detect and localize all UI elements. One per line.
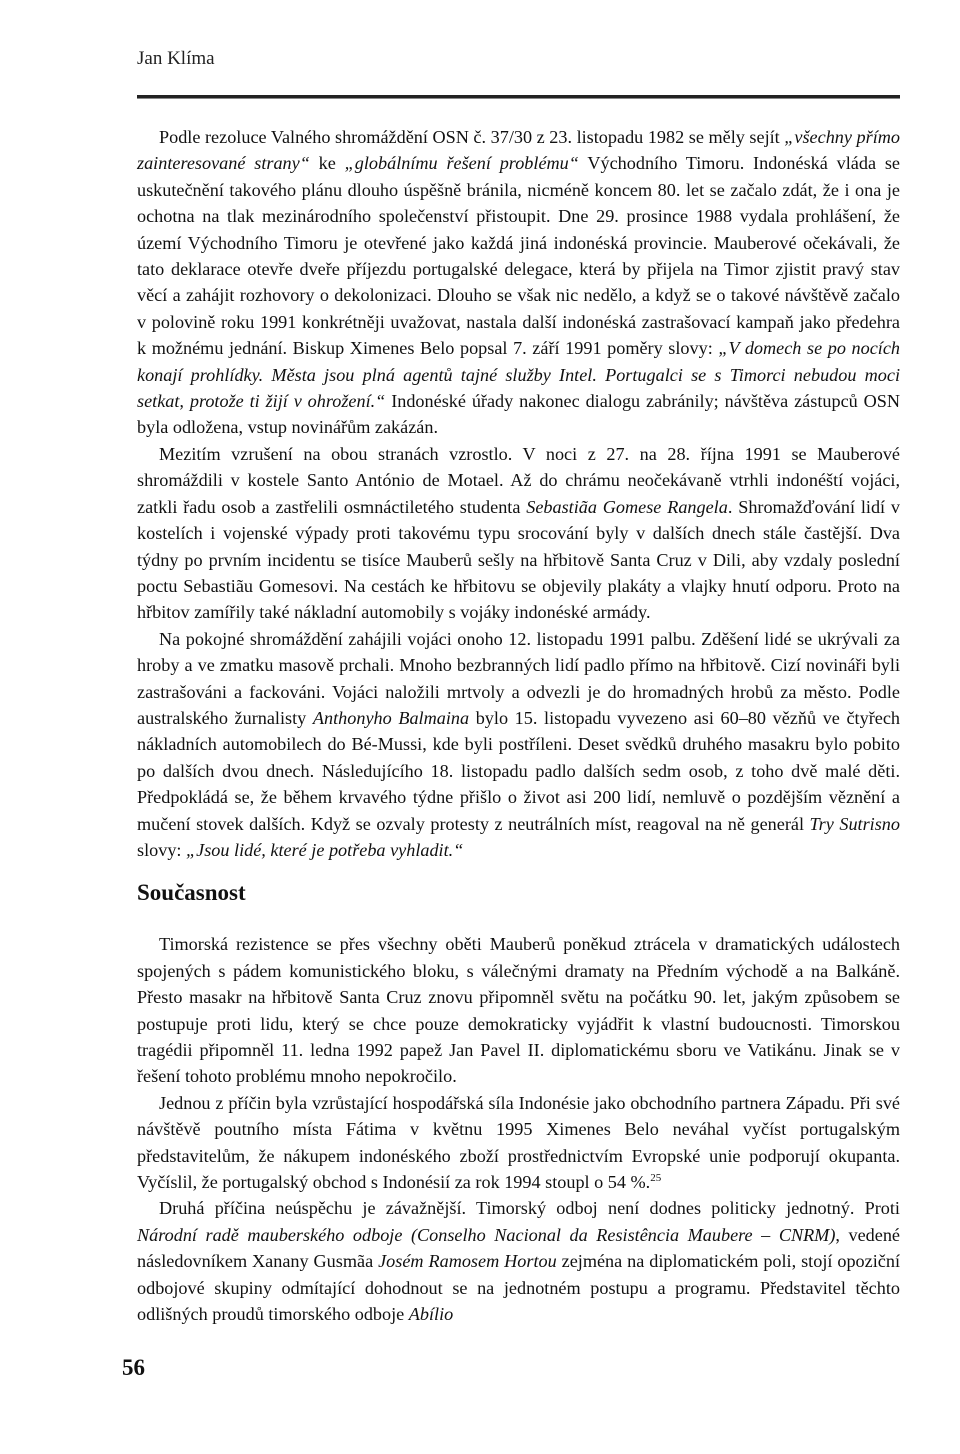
text-span: Indonéské úřady nakonec dialogu zabránily; návštěva zástupců OSN byla odložena, vstup novinářům zakázán.	[137, 391, 900, 438]
page-number: 56	[122, 1355, 145, 1380]
text-block-history	[137, 124, 900, 863]
paragraph	[137, 1195, 900, 1327]
running-head-author: Jan Klíma	[137, 48, 215, 69]
text-span: Timorská rezistence se přes všechny oběti Mauberů poněkud ztrácela v dramatických událostech spojených s pádem komunistického bloku, s válečnými dramaty na Předním východě a na Balkáně. Přesto masakr na hřbitově Santa Cruz znovu připomněl světu na počátku 90. let, jakým způsobem se postupuje proti lidu, který se chce pouze demokraticky vyjádřit k vlastní budoucnosti. Timorskou tragédii připomněl 11. ledna 1992 papež Jan Pavel II. diplomatickému sboru ve Vatikánu. Jinak se v řešení tohoto problému mnoho nepokročilo.	[137, 934, 900, 1087]
italic-span: Anthonyho Balmaina	[312, 707, 470, 728]
italic-span: „globálnímu řešení problému“	[344, 153, 579, 174]
text-span: slovy:	[137, 839, 187, 860]
italic-span: Josém Ramosem Hortou	[378, 1251, 557, 1272]
text-span: Východního Timoru. Indonéská vláda se uskutečnění takového plánu dlouho úspěšně bránila, nicméně koncem 80. let se začalo zdát, že i ona je ochotna na tlak mezinárodního společenství přistoupit. Dne 29. prosince 1988 vydala prohlášení, že území Východního Timoru je otevřené jako každá jiná indonéská provincie. Mauberové očekávali, že tato deklarace otevře dveře příjezdu portugalské delegace, která by přijela na Timor zjistit pravý stav věcí a zahájit rozhovory o dekolonizaci. Dlouho se však nic nedělo, a když se o takové návštěvě začalo v polovině roku 1991 konkrétněji uvažovat, nastala další indonéská zastrašovací kampaň jako předehra k možnému jednání. Biskup Ximenes Belo popsal 7. září 1991 poměry slovy:	[137, 153, 900, 359]
text-span: Podle rezoluce Valného shromáždění OSN č. 37/30 z 23. listopadu 1982 se měly sejít	[159, 127, 785, 147]
text-span: . Shromažďování lidí v kostelích i vojenské výpady proti takovému typu srocování byly v dalších dnech stále častější. Dva týdny po prvním incidentu se tisíce Mauberů sešly na hřbitově Santa Cruz v Dili, aby vzdaly poslední poctu Sebastiãu Gomesovi. Na cestách ke hřbitovu se objevily plakáty a vlajky hnutí odporu. Proto na hřbitov zamířily také nákladní automobily s vojáky indonéské armády.	[137, 496, 901, 623]
paragraph	[137, 124, 900, 441]
text-span: zejména na diplomatickém poli, stojí opoziční odbojové skupiny odmítající dohodnout se na jednotném postupu a programu. Představitel těchto odlišných proudů timorského odboje	[137, 1251, 900, 1325]
paragraph	[137, 931, 900, 1089]
italic-span: Národní radě mauberského odboje (Conselho Nacional da Resistência Maubere – CNRM)	[137, 1224, 836, 1245]
paragraph	[137, 1090, 900, 1196]
italic-span: Abílio	[408, 1304, 454, 1325]
italic-span: Try Sutrisno	[809, 813, 900, 834]
body-text	[137, 124, 900, 1327]
text-span: ke	[309, 153, 345, 174]
text-span: Druhá příčina neúspěchu je závažnější. Timorský odboj není dodnes politicky jednotný. Proti	[159, 1198, 900, 1219]
paragraph	[137, 626, 900, 864]
italic-span: Sebastiãa Gomese Rangela	[526, 496, 728, 517]
text-span: Na pokojné shromáždění zahájili vojáci onoho 12. listopadu 1991 palbu. Zděšení lidé se ukrývali za hroby a ve zmatku masově prchali. Mnoho bezbranných lidí padlo přímo na hřbitově. Cizí novináři byli zastrašováni a fackováni. Vojáci naložili mrtvoly a odvezli je do hromadných hrobů za město. Podle australského žurnalisty	[137, 628, 900, 728]
italic-span: „V domech se po nocích konají prohlídky. Města jsou plná agentů tajné služby Intel. Portugalci se s Timorci nebudou moci setkat, protože ti žijí v ohrožení.“	[137, 338, 900, 412]
header-rule	[137, 95, 900, 99]
text-block-present	[137, 931, 900, 1327]
footnote-ref: 25	[650, 1171, 662, 1184]
section-heading: Současnost	[137, 880, 246, 906]
text-span: bylo 15. listopadu vyvezeno asi 60–80 vězňů ve čtyřech nákladních automobilech do Bé-Mussi, kde byli postříleni. Deset svědků druhého masakru bylo pobito po dalších dvou dnech. Následujícího 18. listopadu padlo dalších sedm osob, z toho dvě malé děti. Předpokládá se, že během krvavého týdne přišlo o život asi 200 lidí, nemluvě o pozdějším věznění a mučení stovek dalších. Když se ozvaly protesty z neutrálních míst, reagoval na ně generál	[137, 707, 901, 834]
italic-span: „Jsou lidé, které je potřeba vyhladit.“	[186, 839, 464, 860]
paragraph	[137, 441, 900, 626]
text-span: , vedené následovníkem Xanany Gusmãa	[137, 1224, 901, 1272]
text-span: Mezitím vzrušení na obou stranách vzrostlo. V noci z 27. na 28. října 1991 se Mauberové shromáždili v kostele Santo António de Motael. Až do chrámu neočekávaně vtrhli indonéští vojáci, zatkli řadu osob a zastřelili osmnáctiletého studenta	[137, 443, 900, 517]
italic-span: „všechny přímo zainteresované strany“	[137, 127, 900, 174]
text-span: Jednou z příčin byla vzrůstající hospodářská síla Indonésie jako obchodního partnera Západu. Při své návštěvě poutního místa Fátima v květnu 1995 Ximenes Belo neváhal vyčíst portugalským představitelům, že nákupem indonéského zboží prostřednictvím Evropské unie podporují okupanta. Vyčíslil, že portugalský obchod s Indonésií za rok 1994 stoupl o 54 %.	[137, 1092, 900, 1193]
